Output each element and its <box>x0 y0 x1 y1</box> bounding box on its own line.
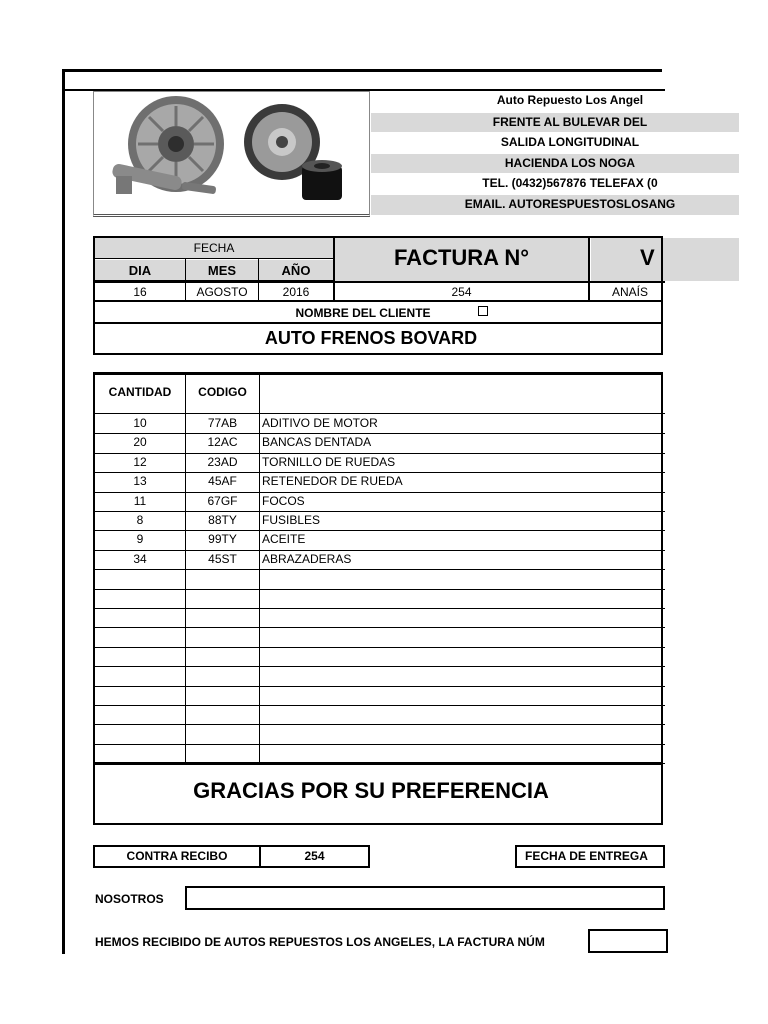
cell-descripcion <box>262 627 642 646</box>
cell-codigo: 88TY <box>208 513 237 527</box>
cell-cantidad <box>95 724 185 743</box>
company-phone: TEL. (0432)567876 TELEFAX (0 <box>482 176 658 190</box>
company-address-2: SALIDA LONGITUDINAL <box>500 135 640 149</box>
cell-codigo: 12AC <box>207 435 238 449</box>
cell-descripcion: ABRAZADERAS <box>262 552 352 566</box>
right-value: ANAÍS <box>612 285 649 299</box>
cell-codigo <box>186 724 259 743</box>
dia-value: 16 <box>133 285 147 299</box>
anio-value: 2016 <box>282 285 310 299</box>
cell-descripcion <box>262 686 642 705</box>
cell-cantidad <box>95 627 185 646</box>
mes-value: AGOSTO <box>196 285 248 299</box>
cell-codigo: 45ST <box>208 552 237 566</box>
cell-cantidad: 34 <box>133 552 147 566</box>
fecha-entrega-label: FECHA DE ENTREGA <box>525 849 648 863</box>
mes-label: MES <box>207 263 237 278</box>
cell-descripcion: TORNILLO DE RUEDAS <box>262 455 396 469</box>
cell-codigo <box>186 744 259 763</box>
cell-descripcion <box>262 744 642 763</box>
cell-codigo <box>186 627 259 646</box>
cell-codigo: 45AF <box>208 474 237 488</box>
cell-descripcion: ACEITE <box>262 532 306 546</box>
cell-descripcion <box>262 705 642 724</box>
cell-cantidad: 11 <box>133 494 147 508</box>
cell-descripcion <box>262 569 642 588</box>
cell-descripcion <box>262 608 642 627</box>
company-address-1: FRENTE AL BULEVAR DEL <box>492 115 648 129</box>
cell-cantidad <box>95 569 185 588</box>
product-photo <box>93 91 370 217</box>
cell-cantidad <box>95 608 185 627</box>
anio-label: AÑO <box>281 263 311 278</box>
header-cantidad: CANTIDAD <box>108 385 172 399</box>
cell-cantidad: 12 <box>133 455 147 469</box>
checkbox-icon[interactable] <box>478 306 488 316</box>
nosotros-field[interactable] <box>185 886 665 910</box>
cell-descripcion: FOCOS <box>262 494 305 508</box>
factura-bottom-line <box>95 281 665 283</box>
cell-cantidad <box>95 647 185 666</box>
auto-parts-photo-icon <box>94 92 369 214</box>
nosotros-label: NOSOTROS <box>95 892 164 906</box>
cell-cantidad: 8 <box>136 513 144 527</box>
cell-descripcion: ADITIVO DE MOTOR <box>262 416 378 430</box>
cell-descripcion: BANCAS DENTADA <box>262 435 372 449</box>
cell-descripcion: RETENEDOR DE RUEDA <box>262 474 403 488</box>
cell-codigo: 23AD <box>207 455 238 469</box>
cell-codigo: 67GF <box>207 494 238 508</box>
cell-cantidad: 13 <box>133 474 147 488</box>
cell-cantidad <box>95 705 185 724</box>
cell-cantidad: 10 <box>133 416 147 430</box>
right-header: V <box>640 245 655 270</box>
cell-codigo: 77AB <box>207 416 238 430</box>
cell-codigo <box>186 647 259 666</box>
cell-cantidad <box>95 666 185 685</box>
contra-recibo-label: CONTRA RECIBO <box>126 849 228 863</box>
top-frame-line <box>62 69 662 72</box>
cell-codigo: 99TY <box>208 532 237 546</box>
contra-recibo-value: 254 <box>304 849 325 863</box>
cell-cantidad <box>95 686 185 705</box>
cell-codigo <box>186 666 259 685</box>
vline-4 <box>588 238 590 301</box>
company-email: EMAIL. AUTORESPUESTOSLOSANG <box>464 197 676 211</box>
cell-cantidad <box>95 744 185 763</box>
fecha-label: FECHA <box>193 241 235 255</box>
cell-codigo <box>186 589 259 608</box>
cell-cantidad <box>95 589 185 608</box>
hemos-recibido-text: HEMOS RECIBIDO DE AUTOS REPUESTOS LOS ANGELES, LA FACTURA NÚM <box>95 935 545 949</box>
cell-codigo <box>186 569 259 588</box>
thanks-message: GRACIAS POR SU PREFERENCIA <box>193 778 549 803</box>
invoice-number-field[interactable] <box>588 929 668 953</box>
company-name: Auto Repuesto Los Angel <box>496 93 644 107</box>
cell-descripcion <box>262 666 642 685</box>
factura-label: FACTURA N° <box>393 245 530 270</box>
header-codigo: CODIGO <box>198 385 247 399</box>
dia-label: DIA <box>128 263 152 278</box>
company-address-3: HACIENDA LOS NOGA <box>504 156 636 170</box>
cell-cantidad: 9 <box>136 532 144 546</box>
cell-cantidad: 20 <box>133 435 147 449</box>
cell-codigo <box>186 608 259 627</box>
cell-descripcion: FUSIBLES <box>262 513 321 527</box>
client-label: NOMBRE DEL CLIENTE <box>295 306 431 320</box>
cell-codigo <box>186 686 259 705</box>
cell-codigo <box>186 705 259 724</box>
cell-descripcion <box>262 589 642 608</box>
left-frame-line <box>62 69 65 954</box>
client-name: AUTO FRENOS BOVARD <box>264 328 478 348</box>
cell-descripcion <box>262 724 642 743</box>
invoice-number: 254 <box>451 285 472 299</box>
cell-descripcion <box>262 647 642 666</box>
